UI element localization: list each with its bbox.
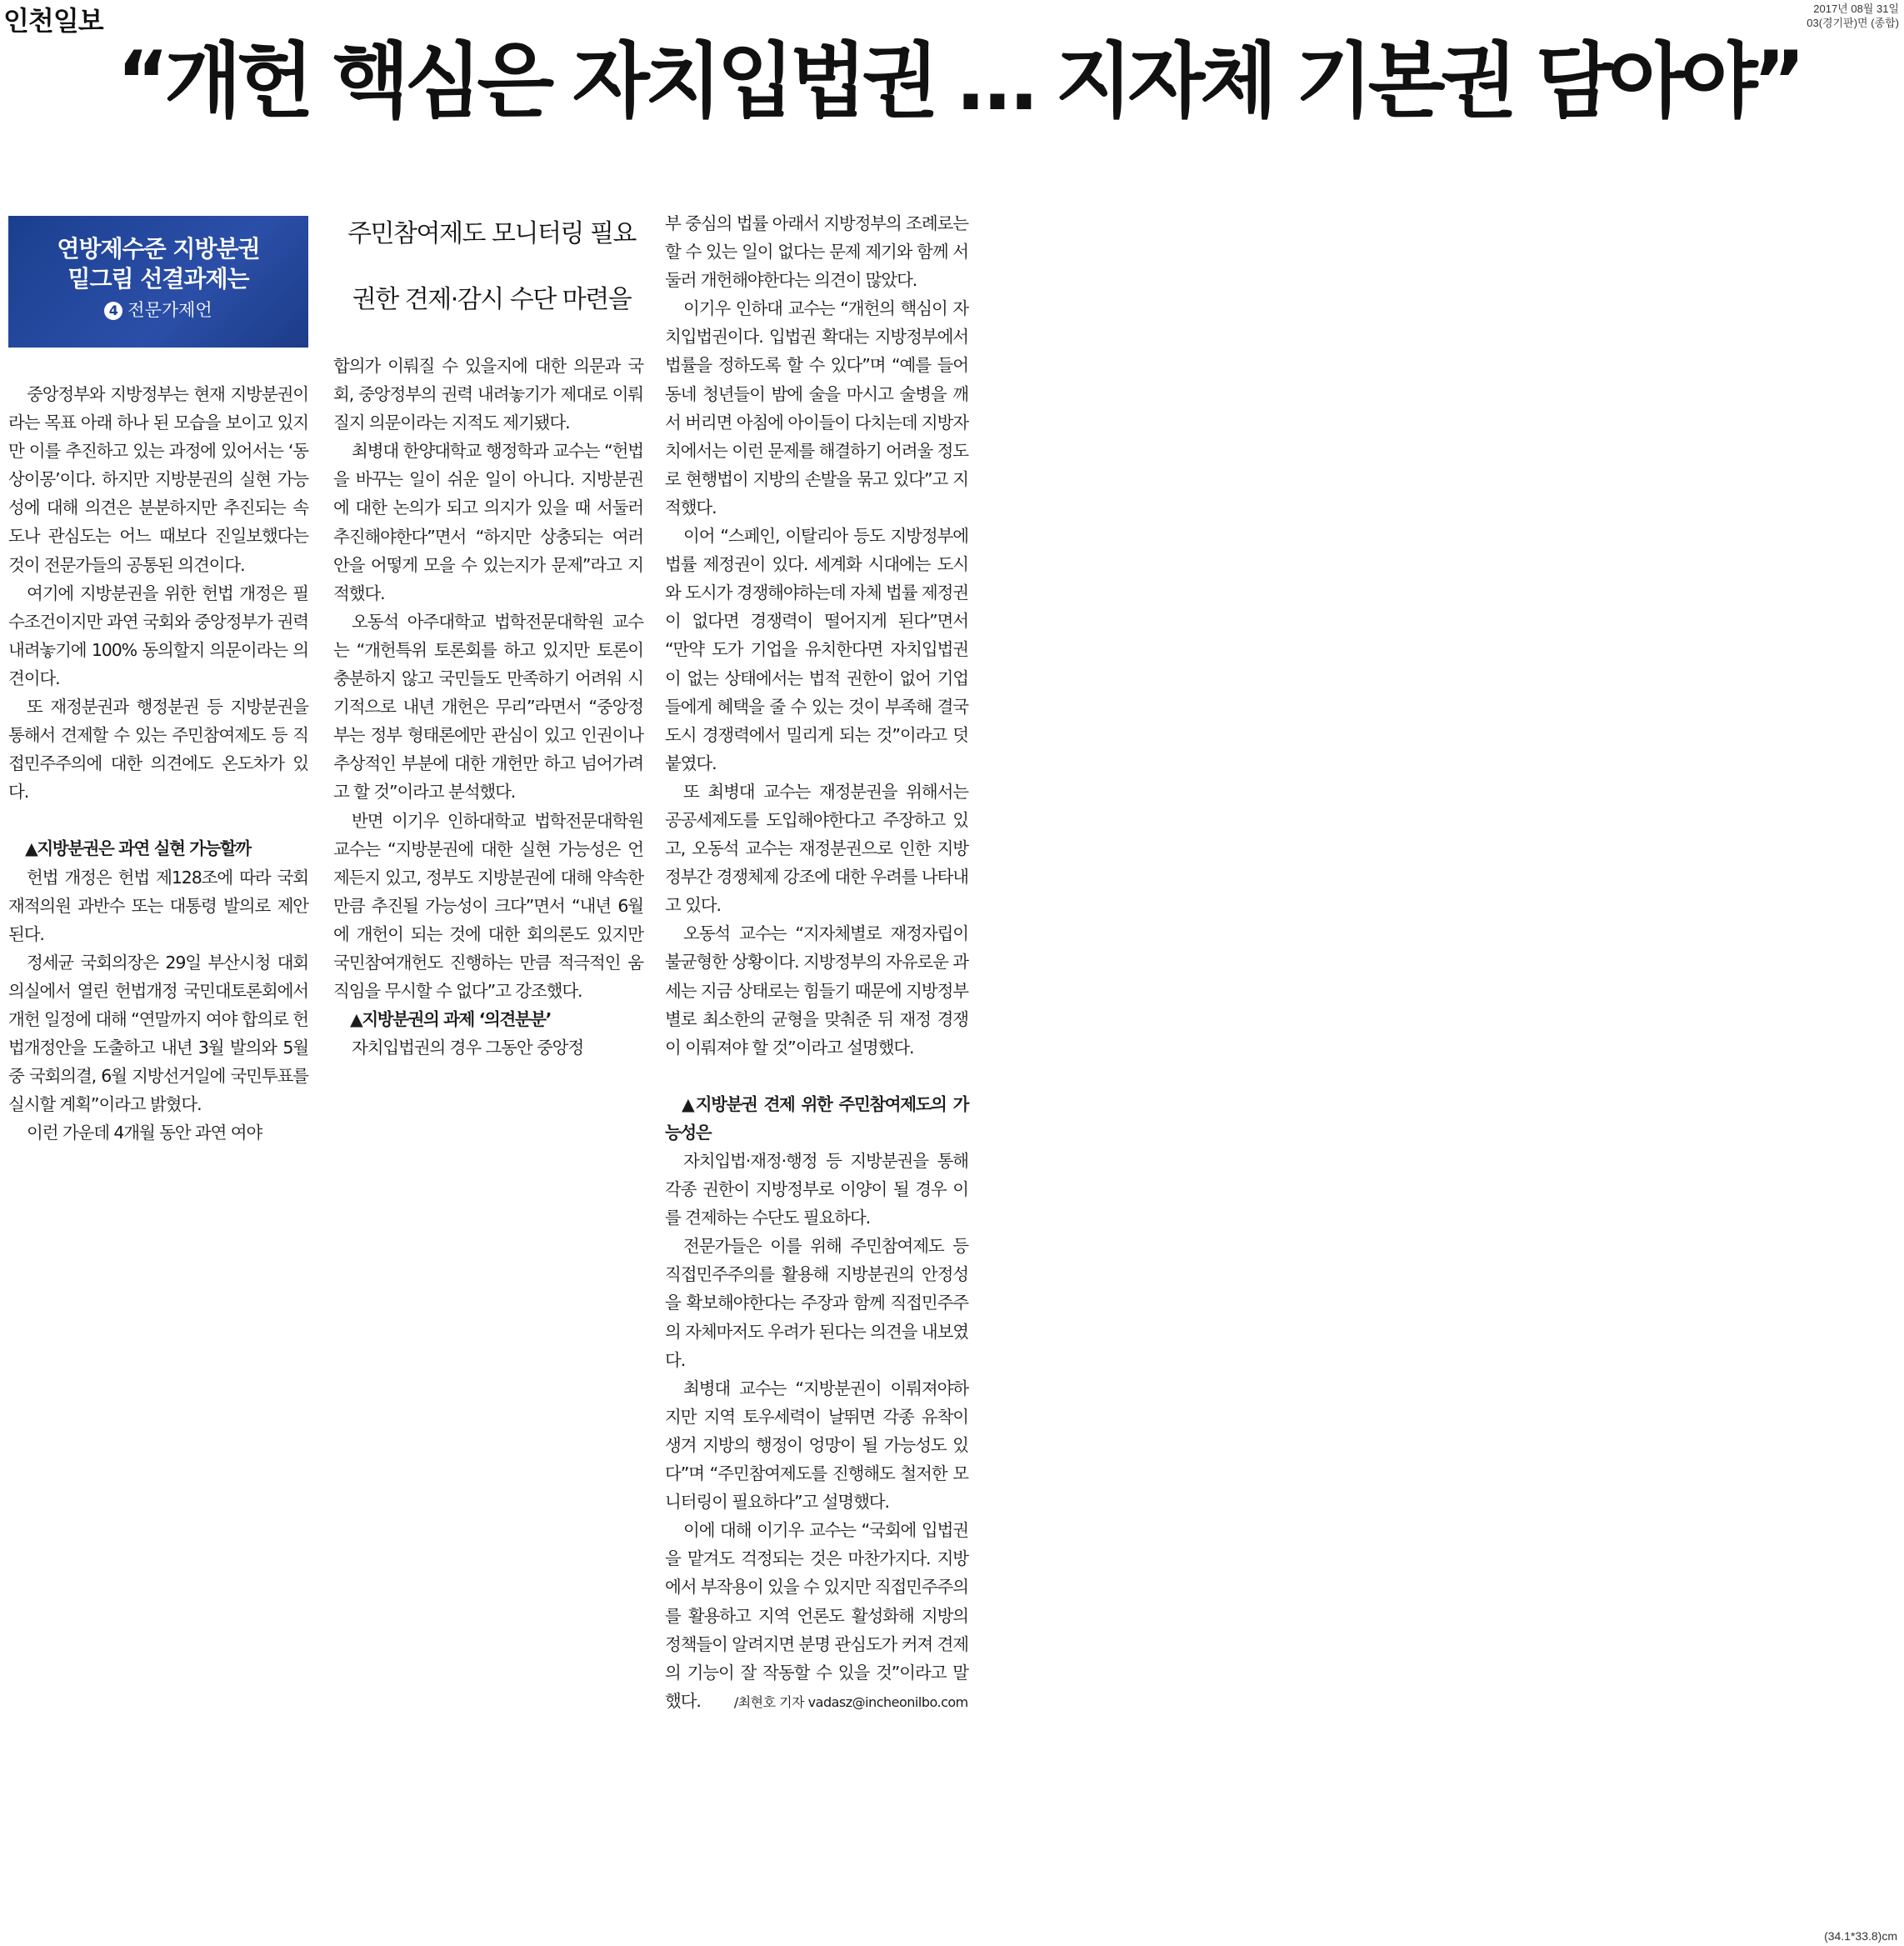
section-heading: ▲지방분권 견제 위한 주민참여제도의 가능성은	[665, 1093, 968, 1143]
paragraph: 오동석 아주대학교 법학전문대학원 교수는 “개헌특위 토론회를 하고 있지만 토론이 충분하지 않고 국민들도 만족하기 어려워 시기적으로 내년 개헌은 무리”라면서 “중앙정부는 정부 형태론에만 관심이 있고 인권이나 추상적인 부분에 대한 개헌만 하고 넘어가려고 할 것”이라고 분석했다.	[333, 611, 643, 803]
series-title-line2: 밑그림 선결과제는	[67, 265, 249, 293]
section-heading: ▲지방분권은 과연 실현 가능할까	[25, 838, 251, 859]
series-number-badge: 4	[104, 302, 122, 320]
byline: /최현호 기자 vadasz@incheonilbo.com	[733, 1693, 968, 1710]
paragraph: 이런 가운데 4개월 동안 과연 여야	[27, 1123, 262, 1143]
masthead-logo: 인천일보	[3, 5, 103, 37]
paragraph: 또 재정분권과 행정분권 등 지방분권을 통해서 견제할 수 있는 주민참여제도 등 직접민주주의에 대한 의견에도 온도차가 있다.	[8, 697, 308, 803]
publication-info	[1807, 2, 1899, 30]
paragraph: 이기우 인하대 교수는 “개헌의 핵심이 자치입법권이다. 입법권 확대는 지방정부에서 법률을 정하도록 할 수 있다”며 “예를 들어 동네 청년들이 밤에 술을 마시고 술병을 깨서 버리면 아침에 아이들이 다치는데 지방자치에서는 이런 문제를 해결하기 어려울 정도로 현행법이 지방의 손발을 묶고 있다”고 지적했다.	[665, 298, 968, 518]
paragraph: 헌법 개정은 헌법 제128조에 따라 국회재적의원 과반수 또는 대통령 발의로 제안된다.	[8, 867, 308, 944]
paragraph: 오동석 교수는 “지자체별로 재정자립이 불균형한 상황이다. 지방정부의 자유로운 과세는 지금 상태로는 힘들기 때문에 지방정부별로 최소한의 균형을 맞춰준 뒤 재정 경쟁이 이뤄져야 할 것”이라고 설명했다.	[665, 923, 968, 1058]
paragraph: 자치입법·재정·행정 등 지방분권을 통해 각종 권한이 지방정부로 이양이 될 경우 이를 견제하는 수단도 필요하다.	[665, 1151, 968, 1228]
paragraph: 전문가들은 이를 위해 주민참여제도 등 직접민주주의를 활용해 지방분권의 안정성을 확보해야한다는 주장과 함께 직접민주주의 자체마저도 우려가 된다는 의견을 내보였다.	[665, 1236, 968, 1370]
paragraph: 합의가 이뤄질 수 있을지에 대한 의문과 국회, 중앙정부의 권력 내려놓기가 제대로 이뤄질지 의문이라는 지적도 제기됐다.	[333, 356, 643, 433]
series-subtitle	[8, 296, 308, 324]
headline: “개헌 핵심은 자치입법권 … 지자체 기본권 담아야”	[117, 34, 1801, 129]
paragraph-text: 이에 대해 이기우 교수는 “국회에 입법권을 맡겨도 걱정되는 것은 마찬가지다. 지방에서 부작용이 있을 수 있지만 직접민주주의를 활용하고 지역 언론도 활성화해 지방의 정책들이 알려지면 분명 관심도가 커져 견제의 기능이 잘 작동할 수 있을 것”이라고 말했다.	[665, 1520, 968, 1711]
series-title-line1: 연방제수준 지방분권	[57, 235, 260, 263]
series-banner	[8, 216, 308, 348]
paragraph: 중앙정부와 지방정부는 현재 지방분권이라는 목표 아래 하나 된 모습을 보이고 있지만 이를 추진하고 있는 과정에 있어서는 ‘동상이몽’이다. 하지만 지방분권의 실현 가능성에 대해 의견은 분분하지만 추진되는 속도나 관심도는 어느 때보다 진일보했다는 것이 전문가들의 공통된 의견이다.	[8, 384, 308, 575]
paragraph: 여기에 지방분권을 위한 헌법 개정은 필수조건이지만 과연 국회와 중앙정부가 권력 내려놓기에 100% 동의할지 의문이라는 의견이다.	[8, 583, 308, 688]
paragraph: 이어 “스페인, 이탈리아 등도 지방정부에 법률 제정권이 있다. 세계화 시대에는 도시와 도시가 경쟁해야하는데 자체 법률 제정권이 없다면 경쟁력이 떨어지게 된다”면서 “만약 도가 기업을 유치한다면 자치입법권이 없는 상태에서는 법적 권한이 없어 기업들에게 혜택을 줄 수 있는 것이 부족해 결국 도시 경쟁력에서 밀리게 되는 것”이라고 덧붙였다.	[665, 526, 968, 773]
subheadline-1: 주민참여제도 모니터링 필요	[347, 219, 636, 248]
paragraph: 자치입법권의 경우 그동안 중앙정	[352, 1038, 584, 1058]
publication-date: 2017년 08월 31일	[1813, 3, 1899, 15]
article-column-1	[8, 380, 308, 1147]
paragraph: 또 최병대 교수는 재정분권을 위해서는 공공세제도를 도입해야한다고 주장하고 있고, 오동석 교수는 재정분권으로 인한 지방정부간 경쟁체제 강조에 대한 우려를 나타내고 있다.	[665, 781, 968, 916]
paragraph: 최병대 한양대학교 행정학과 교수는 “헌법을 바꾸는 일이 쉬운 일이 아니다. 지방분권에 대한 논의가 되고 의지가 있을 때 서둘러 추진해야한다”면서 “하지만 상충되는 여러 안을 어떻게 모을 수 있는지가 문제”라고 지적했다.	[333, 441, 643, 603]
article-column-3	[665, 209, 968, 1717]
article-column-2	[333, 352, 643, 1062]
series-subtitle-text: 전문가제언	[127, 300, 212, 320]
paragraph: 최병대 교수는 “지방분권이 이뤄져야하지만 지역 토우세력이 날뛰면 각종 유착이 생겨 지방의 행정이 엉망이 될 가능성도 있다”며 “주민참여제도를 진행해도 철저한 모니터링이 필요하다”고 설명했다.	[665, 1378, 968, 1513]
section-heading: ▲지방분권의 과제 ‘의견분분’	[350, 1009, 552, 1030]
paragraph: 부 중심의 법률 아래서 지방정부의 조례로는 할 수 있는 일이 없다는 문제 제기와 함께 서둘러 개헌해야한다는 의견이 많았다.	[665, 213, 968, 291]
subheadline-2: 권한 견제·감시 수단 마련을	[352, 285, 632, 314]
paragraph: 정세균 국회의장은 29일 부산시청 대회의실에서 열린 헌법개정 국민대토론회에서 개헌 일정에 대해 “연말까지 여야 합의로 헌법개정안을 도출하고 내년 3월 발의와 5월 중 국회의결, 6월 지방선거일에 국민투표를 실시할 계획”이라고 밝혔다.	[8, 952, 308, 1115]
paragraph	[665, 1516, 968, 1717]
paragraph: 반면 이기우 인하대학교 법학전문대학원 교수는 “지방분권에 대한 실현 가능성은 언제든지 있고, 정부도 지방분권에 대해 약속한 만큼 추진될 가능성이 크다”면서 “내년 6월에 개헌이 되는 것에 대한 회의론도 있지만 국민참여개헌도 진행하는 만큼 적극적인 움직임을 무시할 수 없다”고 강조했다.	[333, 810, 643, 1002]
publication-page: 03(경기판)면 (종합)	[1807, 17, 1899, 29]
print-size: (34.1*33.8)cm	[1824, 1929, 1897, 1943]
